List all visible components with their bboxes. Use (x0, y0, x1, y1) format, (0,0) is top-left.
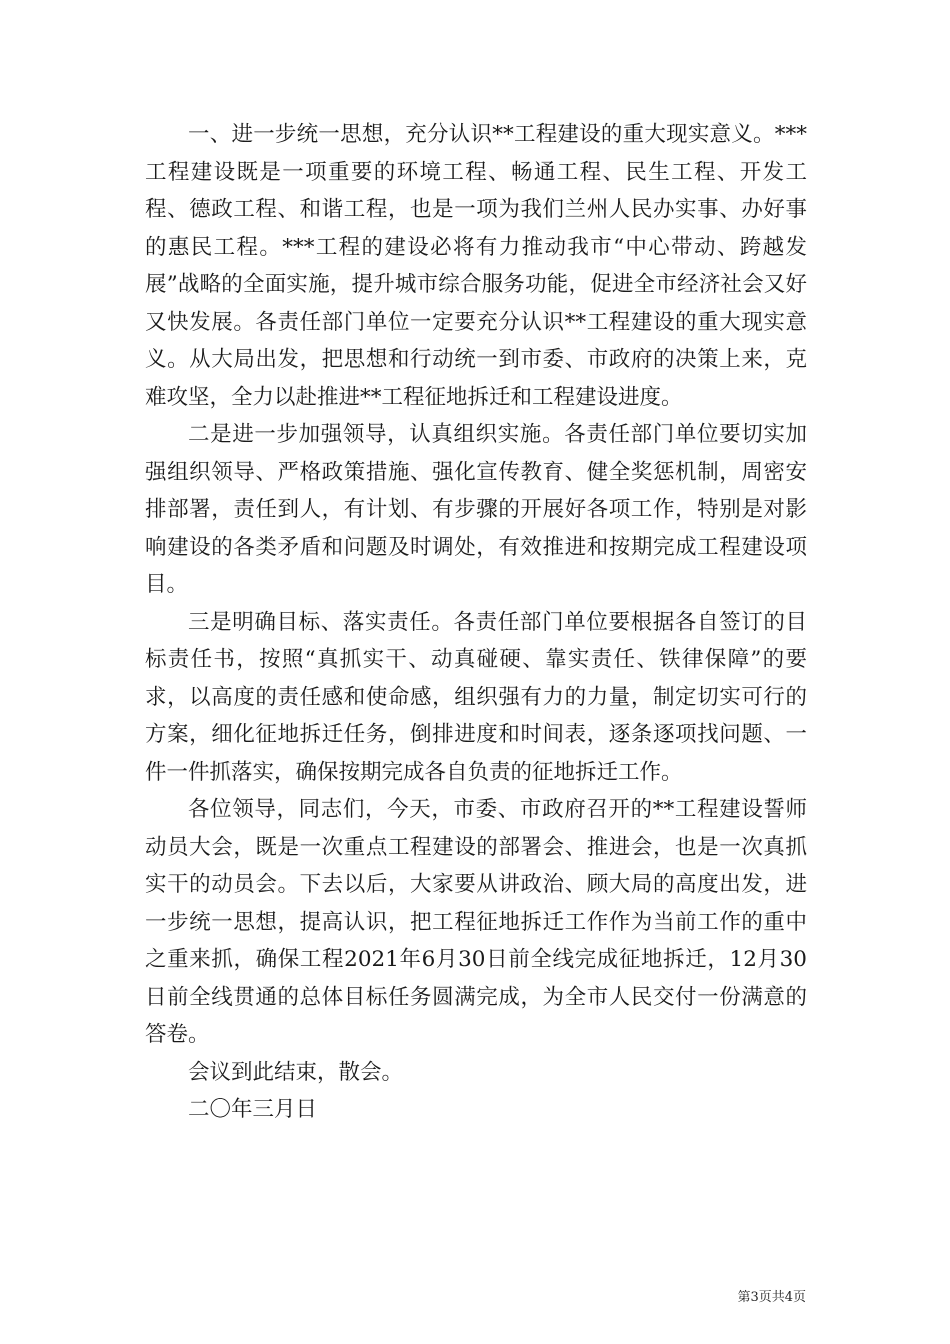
paragraph-section-two: 二是进一步加强领导，认真组织实施。各责任部门单位要切实加强组织领导、严格政策措施、强化宣传教育、健全奖惩机制，周密安排部署，责任到人，有计划、有步骤的开展好各项工作，特别是对影响建设的各类矛盾和问题及时调处，有效推进和按期完成工程建设项目。 (145, 422, 807, 597)
document-body (145, 116, 807, 1129)
paragraph-section-one: 一、进一步统一思想，充分认识**工程建设的重大现实意义。***工程建设既是一项重要的环境工程、畅通工程、民生工程、开发工程、德政工程、和谐工程，也是一项为我们兰州人民办实事、办好事的惠民工程。***工程的建设必将有力推动我市“中心带动、跨越发展”战略的全面实施，提升城市综合服务功能，促进全市经济社会又好又快发展。各责任部门单位一定要充分认识**工程建设的重大现实意义。从大局出发，把思想和行动统一到市委、市政府的决策上来，克难攻坚，全力以赴推进**工程征地拆迁和工程建设进度。 (145, 122, 807, 410)
paragraph-section-three: 三是明确目标、落实责任。各责任部门单位要根据各自签订的目标责任书，按照“真抓实干、动真碰硬、靠实责任、铁律保障”的要求，以高度的责任感和使命感，组织强有力的力量，制定切实可行的方案，细化征地拆迁任务，倒排进度和时间表，逐条逐项找问题、一件一件抓落实，确保按期完成各自负责的征地拆迁工作。 (145, 609, 807, 785)
paragraph-closing-remarks: 各位领导，同志们，今天，市委、市政府召开的**工程建设誓师动员大会，既是一次重点工程建设的部署会、推进会，也是一次真抓实干的动员会。下去以后，大家要从讲政治、顾大局的高度出发，进一步统一思想，提高认识，把工程征地拆迁工作作为当前工作的重中之重来抓，确保工程2021年6月30日前全线完成征地拆迁，12月30日前全线贯通的总体目标任务圆满完成，为全市人民交付一份满意的答卷。 (145, 797, 807, 1047)
paragraph-meeting-end: 会议到此结束，散会。 (188, 1059, 404, 1085)
paragraph-date: 二〇年三月日 (188, 1097, 318, 1122)
page-number-footer: 第3页共4页 (737, 1290, 806, 1305)
